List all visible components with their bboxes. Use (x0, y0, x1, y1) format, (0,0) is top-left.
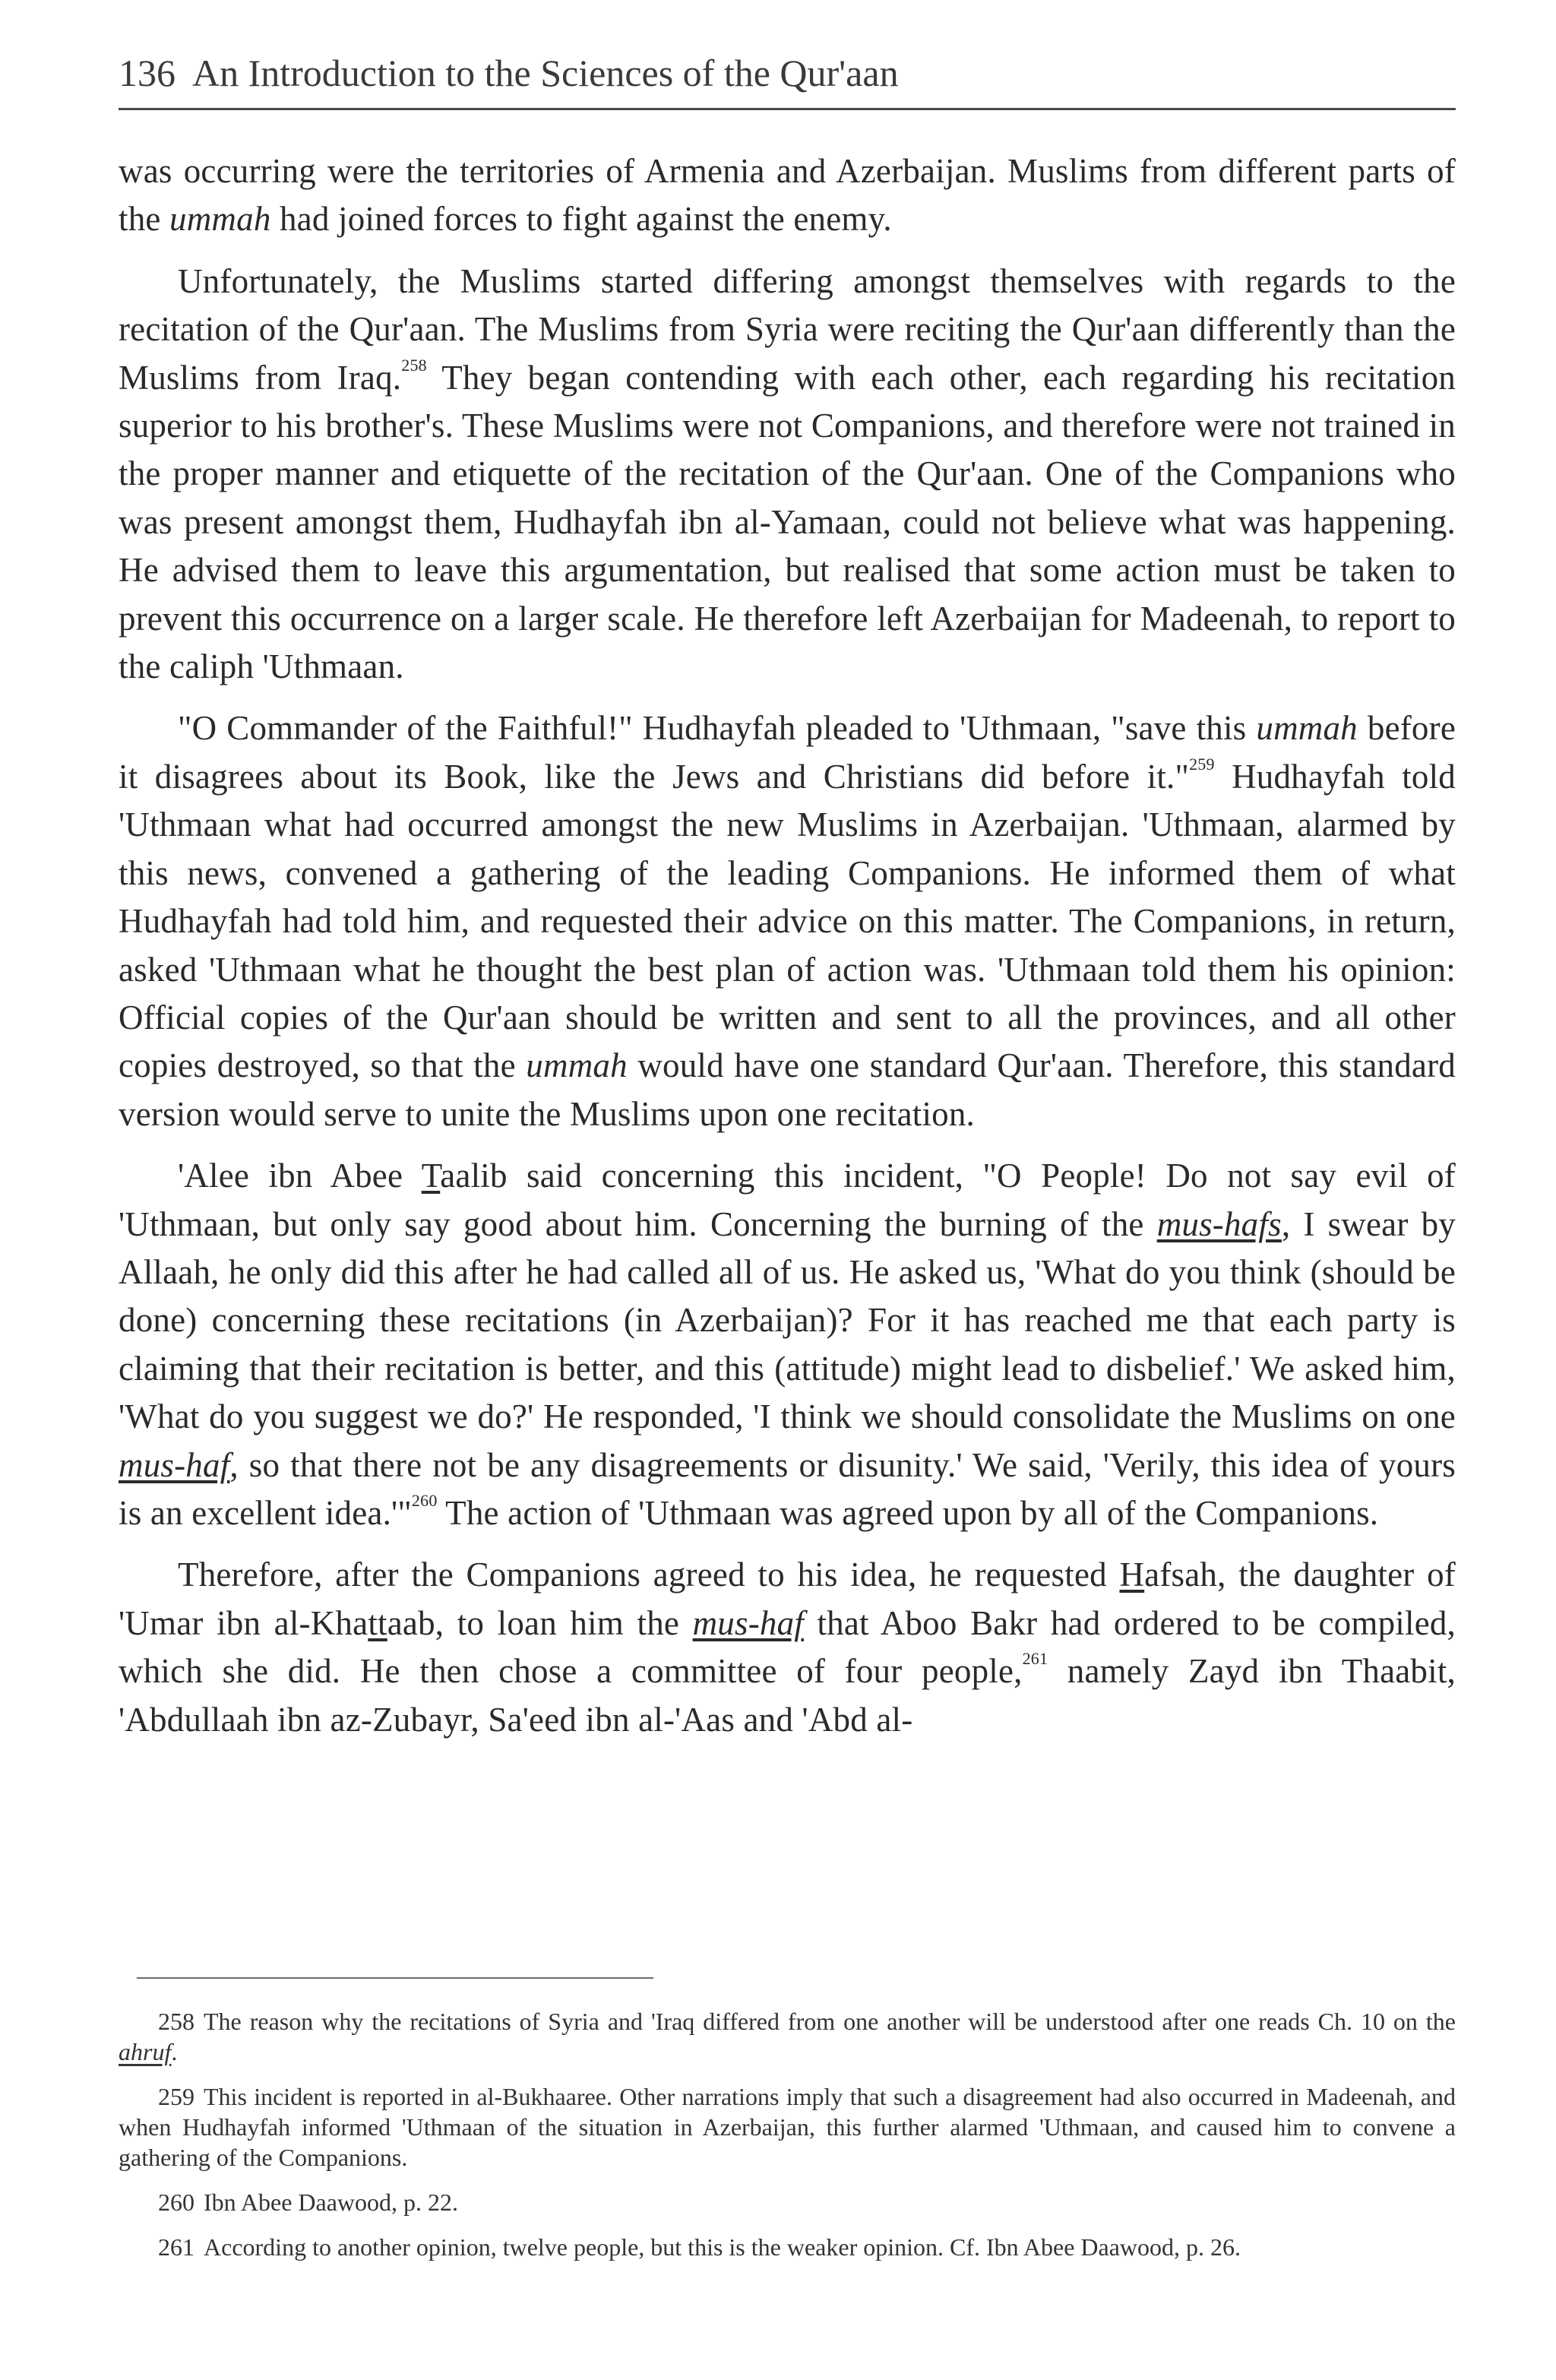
italic-term: mus-haf (119, 1445, 230, 1484)
paragraph-4: 'Alee ibn Abee Taalib said concerning this incident, "O People! Do not say evil of 'Uthmaan, but only say good about him. Concerning the burning of the mus-hafs, I swear by Allaah, he only did this after he had called all of us. He asked us, 'What do you think (should be done) concerning these recitations (in Azerbaijan)? For it has reached me that each party is claiming that their recitation is better, and this (attitude) might lead to disbelief.' We asked him, 'What do you suggest we do?' He responded, 'I think we should consolidate the Muslims on one mus-haf, so that there not be any disagreements or disunity.' We said, 'Verily, this idea of yours is an excellent idea.'"$^{260}$ The action of 'Uthmaan was agreed upon by all of the Companions. (119, 1157, 1456, 1532)
italic-term: ummah (526, 1046, 628, 1085)
footnote-258: 258 The reason why the recitations of Syria and 'Iraq differed from one another will be understood after one reads Ch. 10 on the ahruf. (119, 2008, 1456, 2065)
footnote-261: 261 According to another opinion, twelve people, but this is the weaker opinion. Cf. Ibn Abee Daawood, p. 26. (158, 2233, 1241, 2261)
italic-term: ummah (169, 200, 271, 239)
page-number: 136 (119, 52, 176, 94)
paragraph-3: "O Commander of the Faithful!" Hudhayfah pleaded to 'Uthmaan, "save this ummah before it disagrees about its Book, like the Jews and Christians did before it."$^{259}$ Hudhayfah told 'Uthmaan what had occurred amongst the new Muslims in Azerbaijan. 'Uthmaan, alarmed by this news, convened a gathering of the leading Companions. He informed them of what Hudhayfah had told him, and requested their advice on this matter. The Companions, in return, asked 'Uthmaan what he thought the best plan of action was. 'Uthmaan told them his opinion: Official copies of the Qur'aan should be written and sent to all the provinces, and all other copies destroyed, so that the ummah would have one standard Qur'aan. Therefore, this standard version would serve to unite the Muslims upon one recitation. (119, 709, 1456, 1133)
paragraph-1: was occurring were the territories of Armenia and Azerbaijan. Muslims from different parts of the ummah had joined forces to fight against the enemy. (119, 152, 1456, 239)
paragraph-2: Unfortunately, the Muslims started differing amongst themselves with regards to the recitation of the Qur'aan. The Muslims from Syria were reciting the Qur'aan differently than the Muslims from Iraq.$^{258}$ They began contending with each other, each regarding his recitation superior to his brother's. These Muslims were not Companions, and therefore were not trained in the proper manner and etiquette of the recitation of the Qur'aan. One of the Companions who was present amongst them, Hudhayfah ibn al-Yamaan, could not believe what was happening. He advised them to leave this argumentation, but realised that some action must be taken to prevent this occurrence on a larger scale. He therefore left Azerbaijan for Madeenah, to report to the caliph 'Uthmaan. (119, 261, 1456, 686)
footnote-ref-261: 261 (1022, 1649, 1048, 1669)
italic-term: mus-hafs (1156, 1204, 1282, 1243)
underlined-letter: H (1119, 1556, 1145, 1594)
footnote-ref-258: 258 (401, 355, 427, 375)
italic-term: ummah (1256, 709, 1358, 748)
italic-term: ahruf (119, 2038, 172, 2065)
footnote-rule (137, 1977, 653, 1979)
footnote-number: 259 (158, 2083, 194, 2110)
underlined-letters: tt (368, 1603, 387, 1642)
header-rule (119, 108, 1456, 110)
footnote-260: 260 Ibn Abee Daawood, p. 22. (158, 2189, 459, 2216)
footnote-ref-260: 260 (411, 1490, 438, 1510)
paragraph-5: Therefore, after the Companions agreed to his idea, he requested Hafsah, the daughter of 'Umar ibn al-Khattaab, to loan him the mus-haf that Aboo Bakr had ordered to be compiled, which she did. He then chose a committee of four people,$^{261}$ namely Zayd ibn Thaabit, 'Abdullaah ibn az-Zubayr, Sa'eed ibn al-'Aas and 'Abd al- (119, 1556, 1456, 1739)
italic-term: mus-haf (692, 1603, 804, 1642)
footnotes (119, 2006, 1456, 2277)
running-header (119, 50, 1456, 111)
footnote-ref-259: 259 (1189, 754, 1215, 774)
footnote-number: 260 (158, 2189, 194, 2216)
book-title: An Introduction to the Sciences of the Qur'aan (192, 52, 899, 94)
footnote-number: 261 (158, 2233, 194, 2261)
underlined-letter: T (421, 1157, 441, 1195)
footnote-259: 259 This incident is reported in al-Bukhaaree. Other narrations imply that such a disagreement had also occurred in Madeenah, and when Hudhayfah informed 'Uthmaan of the situation in Azerbaijan, this further alarmed 'Uthmaan, and caused him to convene a gathering of the Companions. (119, 2083, 1456, 2171)
main-text (119, 147, 1456, 1744)
footnote-number: 258 (158, 2008, 194, 2035)
